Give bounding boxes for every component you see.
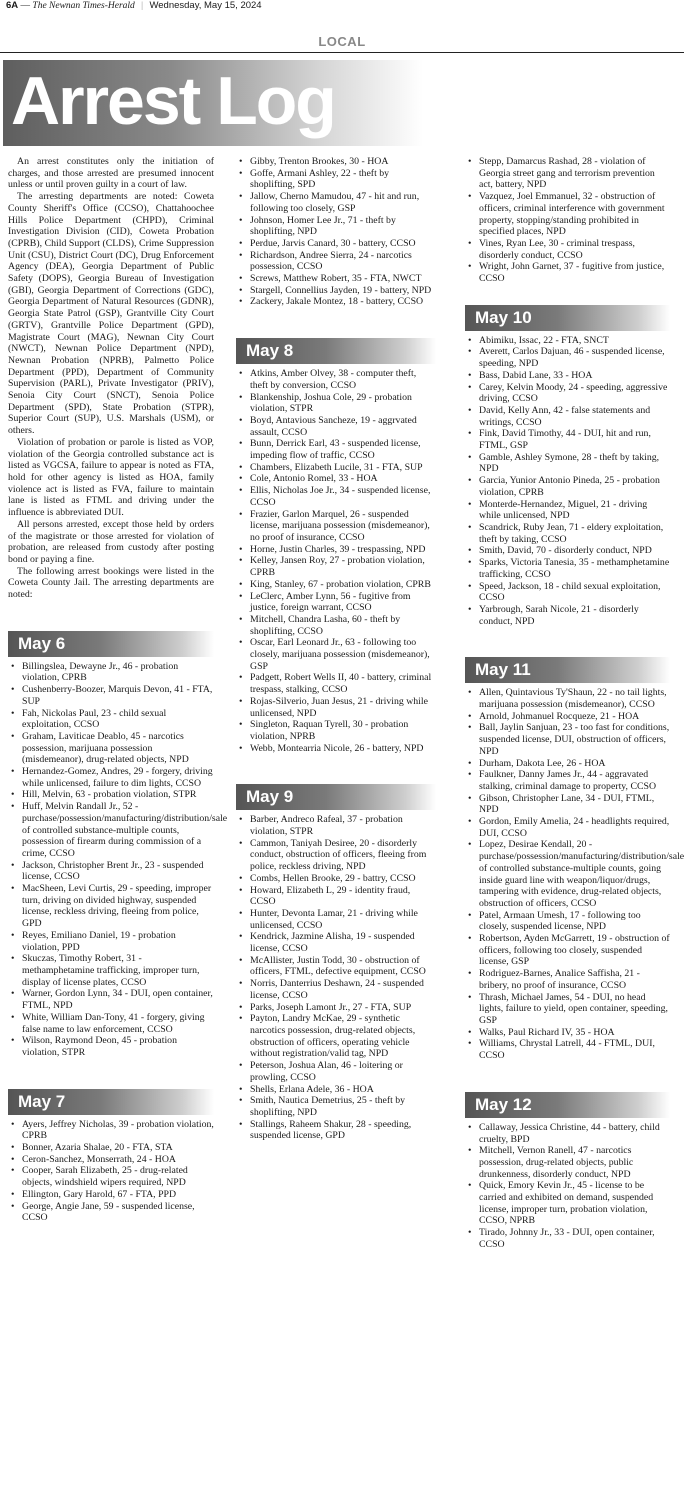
page-number: 6A: [6, 0, 19, 11]
issue-date: Wednesday, May 15, 2024: [149, 0, 262, 11]
arrest-entry: • Parks, Joseph Lamont Jr., 27 - FTA, SUP: [236, 1002, 436, 1014]
intro-paragraph: The arresting departments are noted: Coweta County Sheriff's Office (CCSO), Chattahoochee Hills Police Department (CHPD), Criminal Investigation Division (CID), Coweta Probation (CPRB), Child Support (CLDS), Crime Suppression Unit (CSU), District Court (DC), Drug Enforcement Agency (DEA), Georgia Department of Public Safety (DOPS), Georgia Bureau of Investigation (GBI), Georgia Department of Corrections (GDC), Georgia Department of Natural Resources (GDNR), Georgia State Patrol (GSP), Grantville City Court (GRTV), Grantville Police Department (GPD), Magistrate Court (MAG), Newnan City Court (NWCT), Newnan Police Department (NPD), Newnan Probation (NPRB), Palmetto Police Department (PPD), Department of Community Supervision (PARL), Private Investigator (PRIV), Senoia City Court (SNCT), Senoia Police Department (SPD), State Probation (STPR), Superior Court (SUP), U.S. Marshals (USM), or others.: [8, 191, 214, 437]
day-header-may-6: May 6: [8, 631, 214, 657]
arrest-entry: • Jackson, Christopher Brent Jr., 23 - suspended license, CCSO: [8, 860, 214, 883]
arrest-entry: • Boyd, Antavious Sancheze, 19 - aggrvated assault, CCSO: [236, 415, 436, 438]
arrest-list-may-6: [8, 660, 228, 1059]
arrest-entry: • Abimiku, Issac, 22 - FTA, SNCT: [465, 335, 670, 347]
arrest-entry: • Garcia, Yunior Antonio Pineda, 25 - probation violation, CPRB: [465, 475, 670, 498]
arrest-entry: • Gamble, Ashley Symone, 28 - theft by taking, NPD: [465, 452, 670, 475]
header-separator: |: [141, 1, 144, 11]
arrest-entry: • Yarbrough, Sarah Nicole, 21 - disorderly conduct, NPD: [465, 604, 670, 627]
header-dash: —: [20, 1, 31, 11]
column-3: [465, 156, 684, 1251]
arrest-list-may-9: [236, 814, 436, 1142]
day-header-may-7: May 7: [8, 1089, 214, 1115]
arrest-entry: • Howard, Elizabeth L, 29 - identity fraud, CCSO: [236, 885, 436, 908]
newspaper-name: The Newnan Times-Herald: [32, 1, 135, 11]
arrest-entry: • Smith, Nautica Demetrius, 25 - theft by shoplifting, NPD: [236, 1095, 436, 1118]
arrest-list-may-7: [8, 1119, 214, 1224]
arrest-entry: • Durham, Dakota Lee, 26 - HOA: [465, 758, 670, 770]
arrest-entry: • Monterde-Hernandez, Miguel, 21 - driving while unlicensed, NPD: [465, 499, 670, 522]
arrest-entry: • Shells, Erlana Adele, 36 - HOA: [236, 1084, 436, 1096]
arrest-list-may-9-continued: [465, 156, 670, 285]
arrest-entry: • Lopez, Desirae Kendall, 20 - purchase/possession/manufacturing/distribution/sale of controlled substance-multiple counts, going inside guard line with weapon/liquor/drugs, tampering with evidence, drug-related objects, obstruction of officers, CCSO: [465, 839, 670, 909]
arrest-entry: • Ellis, Nicholas Joe Jr., 34 - suspended license, CCSO: [236, 485, 436, 508]
arrest-entry: • MacSheen, Levi Curtis, 29 - speeding, improper turn, driving on divided highway, suspended license, reckless driving, fleeing from police, GPD: [8, 883, 214, 930]
arrest-entry: • Graham, Laviticae Deablo, 45 - narcotics possession, marijuana possession (misdemeanor), drug-related objects, NPD: [8, 731, 214, 766]
day-header-may-9: May 9: [236, 784, 436, 810]
arrest-entry: • David, Kelly Ann, 42 - false statements and writings, CCSO: [465, 405, 670, 428]
header-rule: [0, 52, 684, 53]
arrest-entry: • King, Stanley, 67 - probation violation, CPRB: [236, 579, 436, 591]
arrest-entry: • Singleton, Raquan Tyrell, 30 - probation violation, NPRB: [236, 719, 436, 742]
arrest-entry: • Williams, Chrystal Latrell, 44 - FTML, DUI, CCSO: [465, 1038, 670, 1061]
arrest-entry: • Allen, Quintavious Ty'Shaun, 22 - no tail lights, marijuana possession (misdemeanor), CCSO: [465, 687, 670, 710]
arrest-entry: • Hunter, Devonta Lamar, 21 - driving while unlicensed, CCSO: [236, 908, 436, 931]
arrest-entry: • Atkins, Amber Olvey, 38 - computer theft, theft by conversion, CCSO: [236, 368, 436, 391]
arrest-entry: • Ayers, Jeffrey Nicholas, 39 - probation violation, CPRB: [8, 1119, 214, 1142]
arrest-entry: • Reyes, Emiliano Daniel, 19 - probation violation, PPD: [8, 930, 214, 953]
arrest-entry: • Screws, Matthew Robert, 35 - FTA, NWCT: [236, 273, 436, 285]
arrest-entry: • LeClerc, Amber Lynn, 56 - fugitive from justice, foreign warrant, CCSO: [236, 591, 436, 614]
arrest-entry: • Ball, Jaylin Sanjuan, 23 - too fast for conditions, suspended license, DUI, obstruction of officers, NPD: [465, 722, 670, 757]
day-header-may-10: May 10: [465, 305, 670, 331]
arrest-entry: • Tirado, Johnny Jr., 33 - DUI, open container, CCSO: [465, 1227, 670, 1250]
arrest-entry: • Speed, Jackson, 18 - child sexual exploitation, CCSO: [465, 581, 670, 604]
arrest-entry: • Payton, Landry McKae, 29 - synthetic narcotics possession, drug-related objects, obstruction of officers, operating vehicle without registration/valid tag, NPD: [236, 1013, 436, 1060]
arrest-entry: • Ceron-Sanchez, Monserrath, 24 - HOA: [8, 1154, 214, 1166]
arrest-entry: • Wright, John Garnet, 37 - fugitive from justice, CCSO: [465, 261, 670, 284]
arrest-entry: • Barber, Andreco Rafeal, 37 - probation violation, STPR: [236, 814, 436, 837]
column-2: [236, 156, 436, 1142]
section-label: LOCAL: [318, 34, 366, 49]
intro-paragraph: An arrest constitutes only the initiation of charges, and those arrested are presumed innocent unless or until proven guilty in a court of law.: [8, 156, 214, 191]
arrest-entry: • Cole, Antonio Romel, 33 - HOA: [236, 473, 436, 485]
arrest-entry: • Quick, Emory Kevin Jr., 45 - license to be carried and exhibited on demand, suspended license, improper turn, probation violation, CCSO, NPRB: [465, 1180, 670, 1227]
arrest-entry: • Vazquez, Joel Emmanuel, 32 - obstruction of officers, criminal interference with government property, stopping/standing prohibited in specified places, NPD: [465, 191, 670, 238]
page-header: [6, 0, 262, 12]
arrest-entry: • Oscar, Earl Leonard Jr., 63 - following too closely, marijuana possession (misdemeanor), GSP: [236, 637, 436, 672]
arrest-entry: • Vines, Ryan Lee, 30 - criminal trespass, disorderly conduct, CCSO: [465, 238, 670, 261]
day-header-may-12: May 12: [465, 1092, 670, 1118]
arrest-entry: • Bunn, Derrick Earl, 43 - suspended license, impeding flow of traffic, CCSO: [236, 438, 436, 461]
arrest-entry: • Sparks, Victoria Tanesia, 35 - methamphetamine trafficking, CCSO: [465, 557, 670, 580]
arrest-entry: • Wilson, Raymond Deon, 45 - probation violation, STPR: [8, 1035, 214, 1058]
arrest-entry: • Robertson, Ayden McGarrett, 19 - obstruction of officers, following too closely, suspended license, GSP: [465, 933, 670, 968]
arrest-entry: • Warner, Gordon Lynn, 34 - DUI, open container, FTML, NPD: [8, 988, 214, 1011]
arrest-entry: • Gibson, Christopher Lane, 34 - DUI, FTML, NPD: [465, 793, 670, 816]
intro-paragraph: Violation of probation or parole is listed as VOP, violation of the Georgia controlled substance act is listed as VGCSA, failure to appear is noted as FTA, hold for other agency is listed as HOA, family violence act is listed as FVA, failure to maintain lane is listed as FTML and driving under the influence is abbreviated DUI.: [8, 436, 214, 519]
arrest-entry: • Callaway, Jessica Christine, 44 - battery, child cruelty, BPD: [465, 1122, 670, 1145]
arrest-entry: • Faulkner, Danny James Jr., 44 - aggravated stalking, criminal damage to property, CCSO: [465, 769, 670, 792]
arrest-entry: • Mitchell, Vernon Ranell, 47 - narcotics possession, drug-related objects, public drunkenness, disorderly conduct, NPD: [465, 1145, 670, 1180]
arrest-entry: • Scandrick, Ruby Jean, 71 - eldery exploitation, theft by taking, CCSO: [465, 522, 670, 545]
arrest-entry: • Cushenberry-Boozer, Marquis Devon, 41 - FTA, SUP: [8, 684, 214, 707]
arrest-entry: • Billingslea, Dewayne Jr., 46 - probation violation, CPRB: [8, 661, 214, 684]
arrest-entry: • Gordon, Emily Amelia, 24 - headlights required, DUI, CCSO: [465, 816, 670, 839]
column-1: [8, 156, 228, 1224]
arrest-entry: • Cooper, Sarah Elizabeth, 25 - drug-related objects, windshield wipers required, NPD: [8, 1165, 214, 1188]
arrest-entry: • Horne, Justin Charles, 39 - trespassing, NPD: [236, 544, 436, 556]
arrest-entry: • Walks, Paul Richard IV, 35 - HOA: [465, 1027, 670, 1039]
arrest-entry: • Gibby, Trenton Brookes, 30 - HOA: [236, 156, 436, 168]
arrest-entry: • Smith, David, 70 - disorderly conduct, NPD: [465, 545, 670, 557]
arrest-entry: • Goffe, Armani Ashley, 22 - theft by shoplifting, SPD: [236, 168, 436, 191]
title-banner: [3, 60, 423, 146]
arrest-entry: • Bass, Dabid Lane, 33 - HOA: [465, 370, 670, 382]
arrest-entry: • Kendrick, Jazmine Alisha, 19 - suspended license, CCSO: [236, 931, 436, 954]
day-header-may-11: May 11: [465, 657, 670, 683]
arrest-entry: • Johnson, Homer Lee Jr., 71 - theft by shoplifting, NPD: [236, 215, 436, 238]
arrest-entry: • Peterson, Joshua Alan, 46 - loitering or prowling, CCSO: [236, 1060, 436, 1083]
arrest-list-may-12: [465, 1122, 670, 1251]
arrest-entry: • Zackery, Jakale Montez, 18 - battery, CCSO: [236, 296, 436, 308]
arrest-entry: • Stepp, Damarcus Rashad, 28 - violation of Georgia street gang and terrorism prevention act, battery, NPD: [465, 156, 670, 191]
arrest-list-may-8: [236, 368, 436, 754]
arrest-entry: • Ellington, Gary Harold, 67 - FTA, PPD: [8, 1189, 214, 1201]
arrest-entry: • Rodriguez-Barnes, Analice Saffisha, 21 - bribery, no proof of insurance, CCSO: [465, 968, 670, 991]
arrest-entry: • George, Angie Jane, 59 - suspended license, CCSO: [8, 1201, 214, 1224]
intro-paragraph: All persons arrested, except those held by orders of the magistrate or those arrested for violation of probation, are released from custody after posting bond or paying a fine.: [8, 518, 214, 565]
arrest-entry: • Rojas-Silverio, Juan Jesus, 21 - driving while unlicensed, NPD: [236, 696, 436, 719]
day-header-may-8: May 8: [236, 338, 436, 364]
arrest-entry: • Norris, Danterrius Deshawn, 24 - suspended license, CCSO: [236, 978, 436, 1001]
arrest-list-may-11: [465, 687, 684, 1062]
page-title: Arrest Log: [11, 63, 335, 139]
arrest-entry: • Kelley, Jansen Roy, 27 - probation violation, CPRB: [236, 555, 436, 578]
arrest-entry: • McAllister, Justin Todd, 30 - obstruction of officers, FTML, defective equipment, CCSO: [236, 955, 436, 978]
arrest-entry: • Carey, Kelvin Moody, 24 - speeding, aggressive driving, CCSO: [465, 382, 670, 405]
arrest-entry: • Blankenship, Joshua Cole, 29 - probation violation, STPR: [236, 392, 436, 415]
arrest-entry: • Thrash, Michael James, 54 - DUI, no head lights, failure to yield, open container, speeding, GSP: [465, 992, 670, 1027]
arrest-entry: • White, William Dan-Tony, 41 - forgery, giving false name to law enforcement, CCSO: [8, 1012, 214, 1035]
intro-paragraph: The following arrest bookings were listed in the Coweta County Jail. The arresting departments are noted:: [8, 565, 214, 601]
arrest-entry: • Perdue, Jarvis Canard, 30 - battery, CCSO: [236, 238, 436, 250]
arrest-entry: • Huff, Melvin Randall Jr., 52 - purchase/possession/manufacturing/distribution/sale of controlled substance-multiple counts, possession of firearm during commission of a crime, CCSO: [8, 801, 214, 860]
arrest-entry: • Combs, Hellen Brooke, 29 - battry, CCSO: [236, 873, 436, 885]
intro-text: [8, 156, 214, 601]
arrest-entry: • Bonner, Azaria Shalae, 20 - FTA, STA: [8, 1142, 214, 1154]
arrest-entry: • Averett, Carlos Dajuan, 46 - suspended license, speeding, NPD: [465, 346, 670, 369]
arrest-entry: • Stargell, Connellius Jayden, 19 - battery, NPD: [236, 285, 436, 297]
arrest-list-may-7-continued: [236, 156, 436, 308]
arrest-entry: • Stallings, Raheem Shakur, 28 - speeding, suspended license, GPD: [236, 1119, 436, 1142]
arrest-entry: • Webb, Montearria Nicole, 26 - battery, NPD: [236, 743, 436, 755]
arrest-entry: • Chambers, Elizabeth Lucile, 31 - FTA, SUP: [236, 462, 436, 474]
arrest-entry: • Skuczas, Timothy Robert, 31 - methamphetamine trafficking, improper turn, display of license plates, CCSO: [8, 953, 214, 988]
arrest-list-may-10: [465, 335, 670, 628]
arrest-entry: • Cammon, Taniyah Desiree, 20 - disorderly conduct, obstruction of officers, fleeing from police, reckless driving, NPD: [236, 838, 436, 873]
arrest-entry: • Jallow, Cherno Mamudou, 47 - hit and run, following too closely, GSP: [236, 191, 436, 214]
arrest-entry: • Fink, David Timothy, 44 - DUI, hit and run, FTML, GSP: [465, 428, 670, 451]
arrest-entry: • Hernandez-Gomez, Andres, 29 - forgery, driving while unlicensed, failure to dim lights, CCSO: [8, 766, 214, 789]
arrest-entry: • Hill, Melvin, 63 - probation violation, STPR: [8, 789, 214, 801]
arrest-entry: • Patel, Armaan Umesh, 17 - following too closely, suspended license, NPD: [465, 910, 670, 933]
arrest-entry: • Mitchell, Chandra Lasha, 60 - theft by shoplifting, CCSO: [236, 614, 436, 637]
arrest-entry: • Frazier, Garlon Marquel, 26 - suspended license, marijuana possession (misdemeanor), no proof of insurance, CCSO: [236, 509, 436, 544]
arrest-entry: • Fah, Nickolas Paul, 23 - child sexual exploitation, CCSO: [8, 708, 214, 731]
arrest-entry: • Padgett, Robert Wells II, 40 - battery, criminal trespass, stalking, CCSO: [236, 672, 436, 695]
arrest-entry: • Richardson, Andree Sierra, 24 - narcotics possession, CCSO: [236, 250, 436, 273]
arrest-entry: • Arnold, Johmanuel Rocqueze, 21 - HOA: [465, 711, 670, 723]
